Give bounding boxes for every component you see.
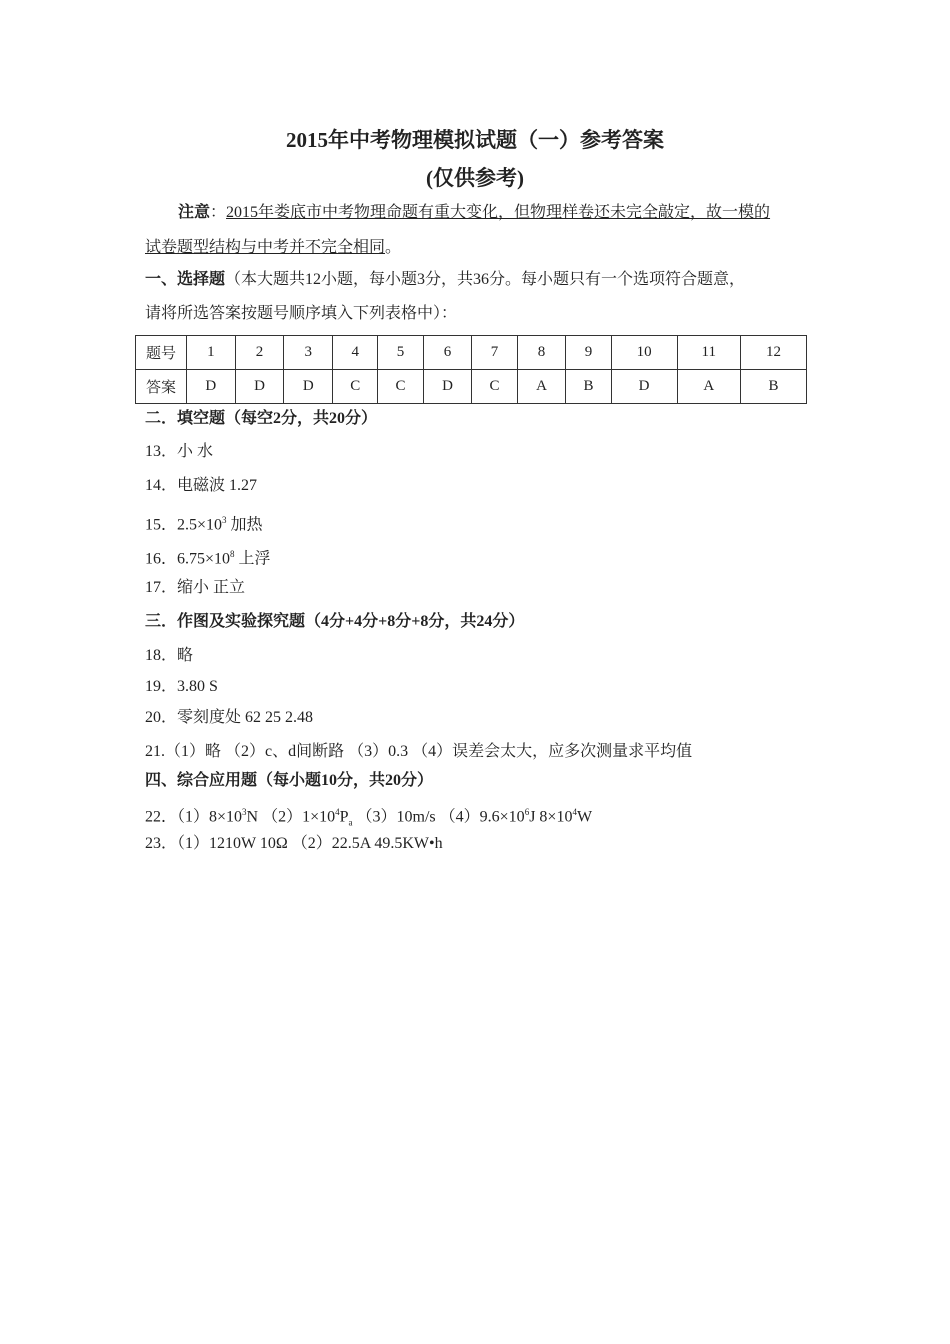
answer-15-b: 加热 <box>226 516 263 534</box>
answer-22-b: N （2）1×10 <box>246 808 336 826</box>
section-4-heading: 四、综合应用题（每小题10分，共20分） <box>145 772 434 789</box>
notice-label: 注意 <box>178 204 211 221</box>
page-title: 2015年中考物理模拟试题（一）参考答案 <box>286 128 664 152</box>
table-cell-number: 5 <box>378 336 423 370</box>
answer-13: 13．小 水 <box>145 443 214 460</box>
table-cell-number: 6 <box>423 336 472 370</box>
answer-21: 21.（1）略 （2）c、d间断路 （3）0.3 （4）误差会太大，应多次测量求平均值 <box>145 743 693 760</box>
table-cell-answer: D <box>187 370 236 404</box>
table-cell-answer: A <box>517 370 566 404</box>
answer-20: 20．零刻度处 62 25 2.48 <box>145 709 314 726</box>
notice-end: 。 <box>385 239 402 256</box>
table-cell-number: 9 <box>566 336 611 370</box>
answer-22-sup-3: 6 <box>524 807 530 817</box>
notice-line-1 <box>178 203 770 223</box>
answer-17: 17．缩小 正立 <box>145 579 246 596</box>
answer-16-a: 16．6.75×10 <box>145 550 231 568</box>
section-1-heading: 一、选择题 <box>145 271 226 288</box>
table-cell-number: 3 <box>284 336 333 370</box>
table-cell-answer: B <box>566 370 611 404</box>
answer-22-sup-1: 3 <box>242 807 247 817</box>
section-1-line-1 <box>145 270 745 290</box>
section-1-desc-2: 请将所选答案按题号顺序填入下列表格中）： <box>145 305 458 322</box>
section-3-heading: 三．作图及实验探究题（4分+4分+8分+8分，共24分） <box>145 613 525 630</box>
table-header-number: 题号 <box>136 336 187 370</box>
table-cell-number: 2 <box>235 336 284 370</box>
table-cell-answer: C <box>472 370 517 404</box>
table-row-answers <box>136 370 807 404</box>
table-row-numbers <box>136 336 807 370</box>
table-cell-answer: D <box>423 370 472 404</box>
answer-22-sub: a <box>348 817 353 828</box>
answer-15-sup: 3 <box>222 515 227 525</box>
answer-16-b: 上浮 <box>234 550 271 568</box>
table-cell-answer: C <box>378 370 423 404</box>
table-cell-number: 12 <box>741 336 807 370</box>
notice-colon: ： <box>210 204 227 221</box>
answer-22-sup-4: 4 <box>572 807 577 817</box>
notice-line-2 <box>145 238 401 258</box>
answer-15 <box>145 510 263 535</box>
answer-16-sup: 8 <box>230 549 235 559</box>
table-cell-answer: D <box>235 370 284 404</box>
answer-22-sup-2: 4 <box>335 807 340 817</box>
section-1-desc-1: （本大题共12小题，每小题3分，共36分。每小题只有一个选项符合题意， <box>225 271 746 288</box>
answer-22-f: W <box>576 808 593 826</box>
table-cell-number: 8 <box>517 336 566 370</box>
answer-22-c: P <box>339 808 349 826</box>
answer-18: 18．略 <box>145 647 194 664</box>
table-cell-answer: D <box>284 370 333 404</box>
answer-table <box>135 335 807 404</box>
table-cell-number: 4 <box>333 336 378 370</box>
answer-16 <box>145 544 271 569</box>
table-cell-answer: C <box>333 370 378 404</box>
table-cell-answer: D <box>611 370 677 404</box>
answer-15-a: 15．2.5×10 <box>145 516 223 534</box>
answer-22-a: 22．（1）8×10 <box>145 808 243 826</box>
table-cell-number: 10 <box>611 336 677 370</box>
table-cell-number: 7 <box>472 336 517 370</box>
answer-23: 23．（1）1210W 10Ω （2）22.5A 49.5KW•h <box>145 835 443 852</box>
table-cell-answer: A <box>677 370 741 404</box>
notice-text-2: 试卷题型结构与中考并不完全相同 <box>145 239 386 256</box>
answer-22-e: J 8×10 <box>529 808 573 826</box>
answer-14: 14．电磁波 1.27 <box>145 477 258 494</box>
section-2-heading: 二．填空题（每空2分，共20分） <box>145 410 378 427</box>
table-cell-number: 11 <box>677 336 741 370</box>
table-header-answer: 答案 <box>136 370 187 404</box>
page-subtitle: (仅供参考) <box>426 166 524 190</box>
answer-22-d: （3）10m/s （4）9.6×10 <box>352 808 525 826</box>
table-cell-number: 1 <box>187 336 236 370</box>
answer-22 <box>145 802 592 833</box>
table-cell-answer: B <box>741 370 807 404</box>
answer-19: 19．3.80 S <box>145 678 218 695</box>
notice-text-1: 2015年娄底市中考物理命题有重大变化，但物理样卷还未完全敲定，故一模的 <box>226 204 771 221</box>
